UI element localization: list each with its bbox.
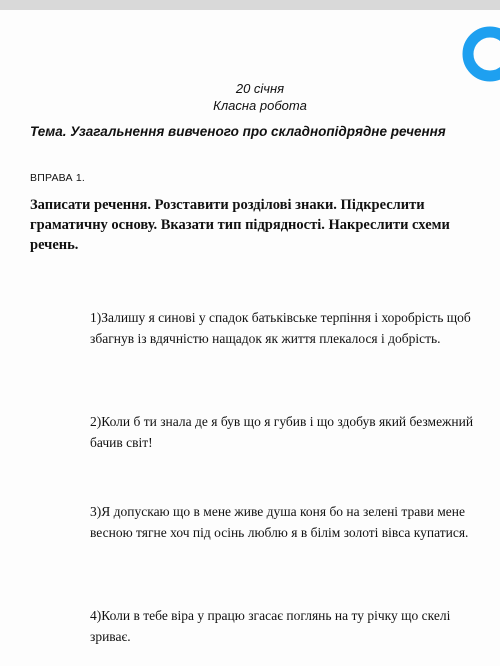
exercise-instruction: Записати речення. Розставити розділові знаки. Підкреслити граматичну основу. Вказати тип підрядності. Накреслити схеми речень. <box>30 197 450 253</box>
sentence-item: 4)Коли в тебе віра у працю згасає поглянь на ту річку що скелі зриває. <box>90 608 451 644</box>
partial-circle-logo-icon <box>460 24 500 84</box>
date-line: 20 січня <box>235 81 285 96</box>
sentence-item: 2)Коли б ти знала де я був що я губив і що здобув який безмежний бачив світ! <box>90 414 474 450</box>
sentence-item: 3)Я допускаю що в мене живе душа коня бо на зелені трави мене весною тягне хоч під осінь люблю я в білім золоті вівса купатися. <box>90 504 469 540</box>
class-work-label: Класна робота <box>213 98 307 113</box>
exercise-title: ВПРАВА 1. <box>30 172 85 184</box>
document-header <box>0 80 500 114</box>
sentence-item: 1)Залишу я синові у спадок батьківське терпіння і хоробрість щоб збагнув із вдячністю нащадок як життя плекалося і добрість. <box>90 310 471 346</box>
topic-heading: Тема. Узагальнення вивченого про складнопідрядне речення <box>30 124 446 139</box>
